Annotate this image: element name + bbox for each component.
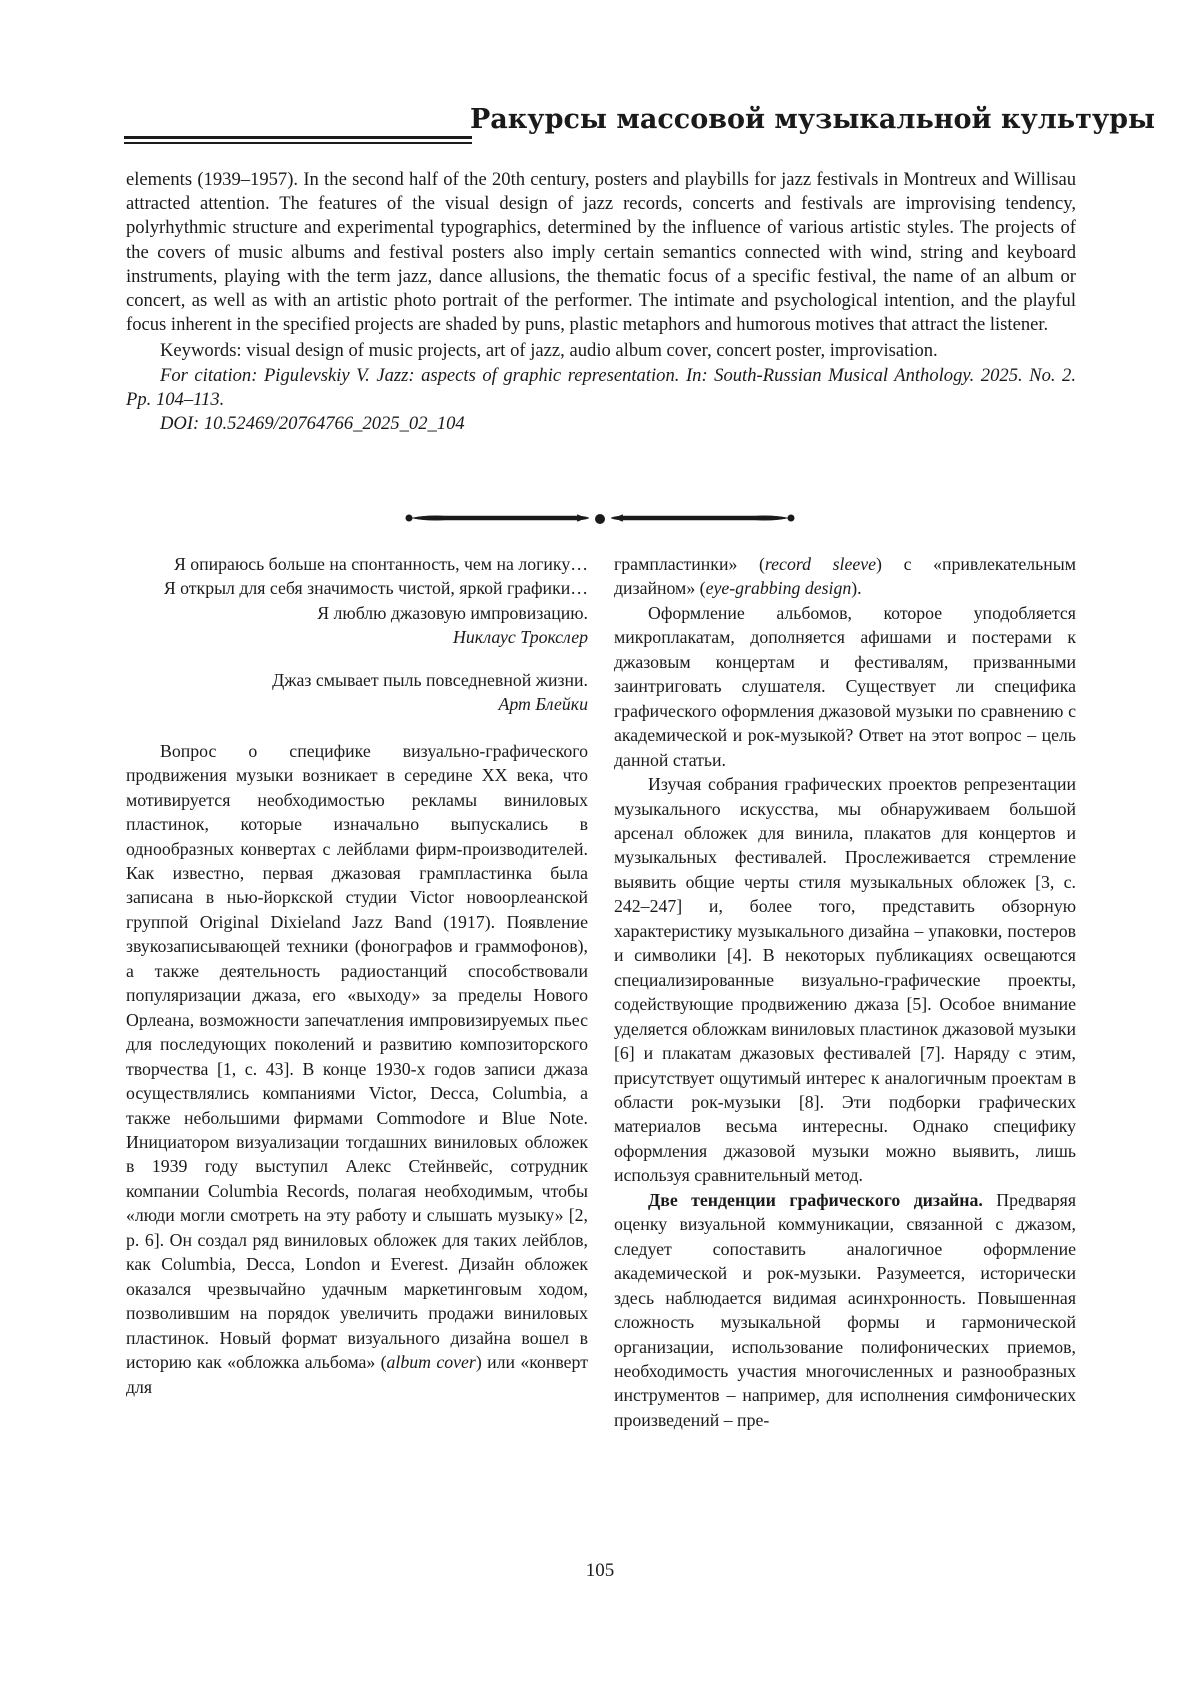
text-run: ). [851, 578, 862, 599]
page-number: 105 [585, 1560, 615, 1581]
text-run: Вопрос о специфике визуально-графического продвижения музыки возникает в середине XX века, что мотивируется необходимостью рекламы виниловых пластинок, которые изначально выпускались в однообразных конвертах с лейблами фирм-производителей. Как известно, первая джазовая грампластинка была записана в нью-йоркской студии Victor новоорлеанской группой Original Dixieland Jazz Band (1917). Появление звукозаписывающей техники (фонографов и граммофонов), а также деятельность радиостанций способствовали популяризации джаза, его «выходу» за пределы Нового Орлеана, возможности запечатления импровизируемых пьес для последующих поколений и развитию композиторского творчества [1, с. 43]. В конце 1930-х годов записи джаза осуществлялись компаниями Victor, Decca, Columbia, а также небольшими фирмами Commodore и Blue Note. Инициатором визуализации тогдашних виниловых обложек в 1939 году выступил Алекс Стейнвейс, сотрудник компании Columbia Records, полагая необходимым, чтобы «люди могли смотреть на эту работу и слышать музыку» [2, p. 6]. Он создал ряд виниловых обложек для таких лейблов, как Columbia, Decca, London и Everest. Дизайн обложек оказался чрезвычайно удачным маркетинговым ходом, позволившим на порядок увеличить продажи виниловых пластинок. Новый формат визуального дизайна вошел в историю как «обложка альбома» ( [126, 740, 588, 1373]
body-paragraph-continued [614, 552, 1076, 601]
text-run: грампластинки» ( [614, 554, 765, 574]
epigraph-line: Я открыл для себя значимость чистой, яркой графики… [163, 578, 588, 599]
epigraph-troxler [126, 552, 588, 650]
epigraph-line: Джаз смывает пыль повседневной жизни. [272, 669, 588, 690]
italic-term: album cover [386, 1352, 476, 1373]
ornament-divider [405, 511, 795, 525]
abstract-block [126, 168, 1076, 436]
epigraph-line: Я люблю джазовую импровизацию. [317, 602, 588, 623]
epigraph-blakey [126, 668, 588, 717]
section-heading: Две тенденции графического дизайна. [648, 1189, 983, 1210]
body-paragraph [614, 1188, 1076, 1433]
citation: For citation: Pigulevskiy V. Jazz: aspects of graphic representation. In: South-Russian Musical Anthology. 2025. No. 2. Pp. 104–113. [126, 364, 1076, 410]
running-header-title: Ракурсы массовой музыкальной культуры [470, 104, 1156, 135]
text-run: Предваряя оценку визуальной коммуникации, связанной с джазом, следует сопоставить аналогичное оформление академической и рок-музыки. Разумеется, исторически здесь наблюдается видимая асинхронность. Повышенная сложность музыкальной формы и гармонической организации, использование полифонических приемов, необходимость участия многочисленных и разнообразных инструментов – например, для исполнения симфонических произведений – пре- [614, 1189, 1076, 1430]
doi: DOI: 10.52469/20764766_2025_02_104 [160, 413, 465, 435]
epigraph-author: Арт Блейки [498, 694, 588, 715]
text-run: ) или «конверт для [126, 1352, 588, 1397]
body-paragraph: Оформление альбомов, которое уподобляется микроплакатам, дополняется афишами и постерами к джазовым концертам и фестивалям, призванными заинтриговать слушателя. Существует ли специфика графического оформления джазовой музыки по сравнению с академической и рок-музыкой? Ответ на этот вопрос – цель данной статьи. [614, 602, 1076, 770]
abstract-text: elements (1939–1957). In the second half of the 20th century, posters and playbills for jazz festivals in Montreux and Willisau attracted attention. The features of the visual design of jazz records, concerts and festivals are improvising tendency, polyrhythmic structure and experimental typographics, determined by the influence of various artistic styles. The projects of the covers of music albums and festival posters also imply certain semantics connected with wind, string and keyboard instruments, playing with the term jazz, dance allusions, the thematic focus of a specific festival, the name of an album or concert, as well as with an artistic photo portrait of the performer. The intimate and psychological intention, and the playful focus inherent in the specified projects are shaded by puns, plastic metaphors and humorous motives that attract the listener. [126, 169, 1076, 336]
left-column [126, 552, 588, 1399]
text-run: ) с «привлекательным дизайном» ( [614, 554, 1077, 599]
keywords: Keywords: visual design of music projects, art of jazz, audio album cover, concert poster, improvisation. [160, 340, 938, 362]
body-paragraph [126, 739, 588, 1399]
epigraph-line: Я опираюсь больше на спонтанность, чем на логику… [173, 554, 588, 574]
epigraph-author: Никлаус Трокслер [452, 627, 588, 648]
header-double-rule [124, 136, 472, 146]
body-paragraph: Изучая собрания графических проектов репрезентации музыкального искусства, мы обнаруживаем большой арсенал обложек для винила, плакатов для концертов и музыкальных фестивалей. Прослеживается стремление выявить общие черты стиля музыкальных обложек [3, с. 242–247] и, более того, представить обзорную характеристику музыкального дизайна – упаковки, постеров и символики [4]. В некоторых публикациях освещаются специализированные визуально-графические проекты, содействующие продвижению джаза [5]. Особое внимание уделяется обложкам виниловых пластинок джазовой музыки [6] и плакатам джазовых фестивалей [7]. Наряду с этим, присутствует ощутимый интерес к аналогичным проектам в области рок-музыки [8]. Эти подборки графических материалов весьма интересны. Однако специфику оформления джазовой музыки можно выявить, лишь используя сравнительный метод. [614, 774, 1076, 1186]
right-column [614, 552, 1076, 1432]
italic-term: eye-grabbing design [705, 578, 852, 599]
italic-term: record sleeve [764, 554, 877, 574]
